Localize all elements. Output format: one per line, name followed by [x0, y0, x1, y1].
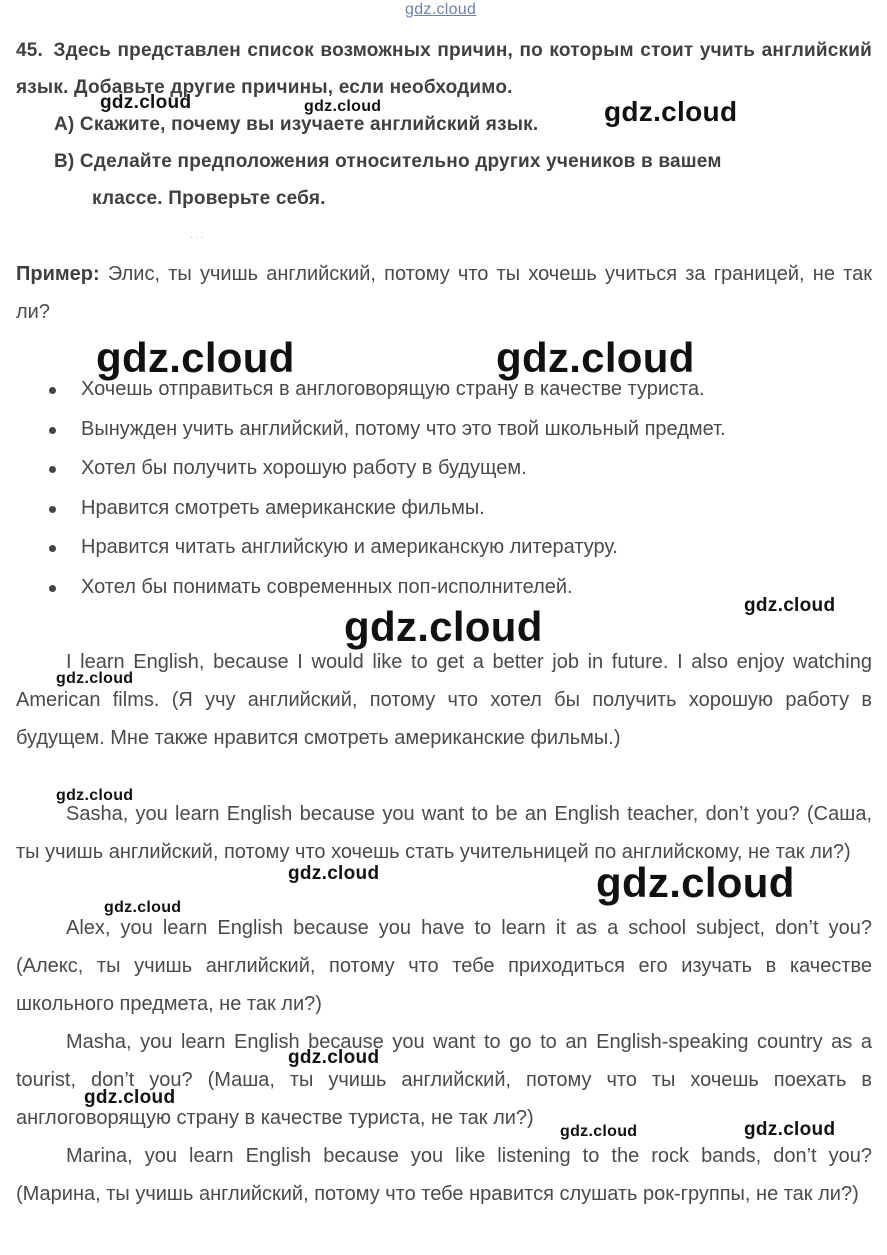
list-item-text: Нравится читать английскую и американскую литературу. — [81, 536, 618, 558]
decorative-dots: ··· — [190, 232, 206, 243]
task-instruction-text: Здесь представлен список возможных причин, по которым стоит учить английский язык. Добавьте другие причины, если необходимо. — [16, 40, 872, 98]
watermark: gdz.cloud — [744, 1119, 836, 1140]
bullet-icon — [49, 427, 56, 434]
list-item-text: Хочешь отправиться в англоговорящую страну в качестве туриста. — [81, 378, 705, 400]
answer-paragraph-alex: Alex, you learn English because you have to learn it as a school subject, don’t you? (Алекс, ты учишь английский, потому что тебе приходиться его изучать в качестве школьного предмета, не так ли?) — [16, 917, 872, 1015]
list-item — [16, 410, 872, 450]
answer-paragraph-sasha: Sasha, you learn English because you want to be an English teacher, don’t you? (Саша, ты учишь английский, потому что хочешь стать учительницей по английскому, не так ли?) — [16, 803, 872, 863]
bullet-icon — [49, 387, 56, 394]
reasons-list — [16, 370, 872, 607]
list-item — [16, 489, 872, 529]
task-header — [16, 32, 872, 217]
example-text: Элис, ты учишь английский, потому что ты хочешь учиться за границей, не так ли? — [16, 263, 872, 323]
watermark: gdz.cloud — [84, 1087, 176, 1108]
watermark: gdz.cloud — [96, 334, 295, 381]
watermark-link[interactable]: gdz.cloud — [405, 1, 477, 18]
watermark: gdz.cloud — [344, 603, 543, 650]
bullet-icon — [49, 466, 56, 473]
example-label: Пример: — [16, 263, 100, 285]
task-number: 45. — [16, 40, 44, 61]
example — [16, 255, 872, 331]
watermark: gdz.cloud — [304, 98, 382, 115]
watermark: gdz.cloud — [100, 92, 192, 113]
watermark: gdz.cloud — [744, 595, 836, 616]
watermark: gdz.cloud — [104, 899, 182, 916]
answer-paragraph-masha: Masha, you learn English because you want to go to an English-speaking country as a tourist, don’t you? (Маша, ты учишь английский, потому что ты хочешь поехать в англоговорящую страну в качестве туриста, не так ли?) — [16, 1031, 872, 1129]
watermark: gdz.cloud — [56, 787, 134, 804]
answer-paragraph-marina: Marina, you learn English because you like listening to the rock bands, don’t you? (Марина, ты учишь английский, потому что тебе нравится слушать рок-группы, не так ли?) — [16, 1145, 872, 1205]
list-item — [16, 528, 872, 568]
list-item-text: Хотел бы получить хорошую работу в будущем. — [81, 457, 527, 479]
bullet-icon — [49, 506, 56, 513]
bullet-icon — [49, 585, 56, 592]
list-item-text: Вынужден учить английский, потому что это твой школьный предмет. — [81, 417, 726, 440]
watermark: gdz.cloud — [596, 859, 795, 906]
watermark: gdz.cloud — [604, 96, 738, 127]
task-part-b — [16, 143, 872, 217]
watermark: gdz.cloud — [496, 334, 695, 381]
answer-paragraph-own: I learn English, because I would like to get a better job in future. I also enjoy watching American films. (Я учу английский, потому что хотел бы получить хорошую работу в будущем. Мне также нравится смотреть американские фильмы.) — [16, 651, 872, 749]
list-item-text: Хотел бы понимать современных поп-исполнителей. — [81, 575, 573, 598]
list-item — [16, 449, 872, 489]
bullet-icon — [49, 545, 56, 552]
task-part-b-line2: классе. Проверьте себя. — [92, 188, 326, 209]
watermark: gdz.cloud — [56, 670, 134, 687]
watermark: gdz.cloud — [288, 863, 380, 884]
task-part-b-line1: В) Сделайте предположения относительно других учеников в вашем — [54, 151, 722, 172]
watermark: gdz.cloud — [560, 1123, 638, 1140]
task-part-a: А) Скажите, почему вы изучаете английский язык. — [54, 114, 539, 135]
watermark: gdz.cloud — [288, 1047, 380, 1068]
list-item-text: Нравится смотреть американские фильмы. — [81, 496, 485, 519]
